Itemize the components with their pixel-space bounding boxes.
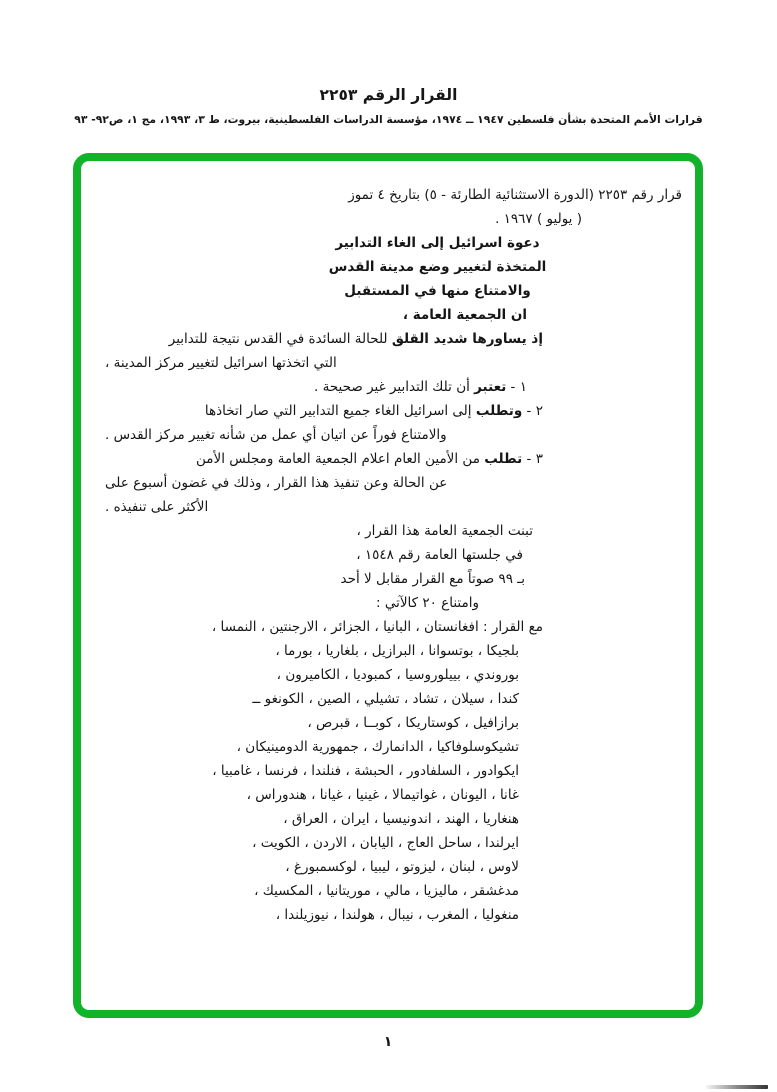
text-segment: تشيكوسلوفاكيا ، الدانمارك ، جمهورية الدومينيكان ، — [236, 739, 519, 755]
text-segment: المتخذة لتغيير وضع مدينة القدس — [328, 259, 547, 275]
resolution-line — [105, 543, 682, 567]
scan-smudge-artifact — [706, 1085, 768, 1089]
text-segment: أن تلك التدابير غير صحيحة . — [314, 379, 475, 395]
text-segment: عن الحالة وعن تنفيذ هذا القرار ، وذلك في غضون أسبوع على — [105, 475, 448, 491]
resolution-line — [105, 423, 682, 447]
resolution-line — [105, 351, 682, 375]
text-segment: الأكثر على تنفيذه . — [105, 499, 209, 515]
resolution-line — [105, 255, 682, 279]
document-source-citation: قرارات الأمم المتحدة بشأن فلسطين ١٩٤٧ ــ ١٩٧٤، مؤسسة الدراسات الفلسطينية، بيروت، ط ٣، ١٩٩٣، مج ١، ص٩٢- ٩٣ — [74, 113, 703, 126]
resolution-body — [81, 161, 687, 1010]
text-segment: من الأمين العام اعلام الجمعية العامة ومجلس الأمن — [196, 451, 485, 467]
text-segment: التي اتخذتها اسرائيل لتغيير مركز المدينة ، — [105, 355, 337, 371]
resolution-line — [105, 231, 682, 255]
text-segment: إلى اسرائيل الغاء جميع التدابير التي صار اتخاذها — [204, 403, 476, 419]
resolution-line — [105, 375, 682, 399]
document-title: القرار الرقم ٢٢٥٣ — [319, 86, 458, 104]
text-segment: تبنت الجمعية العامة هذا القرار ، — [356, 523, 533, 539]
text-segment: وتطلب — [475, 403, 523, 419]
text-segment: وامتناع ٢٠ كالآتي : — [375, 595, 479, 611]
text-segment: والامتناع منها في المستقبل — [344, 283, 531, 299]
resolution-line — [105, 207, 682, 231]
text-segment: هنغاريا ، الهند ، اندونيسيا ، ايران ، العراق ، — [283, 811, 519, 827]
resolution-line — [105, 687, 682, 711]
resolution-line — [105, 639, 682, 663]
resolution-line — [105, 615, 682, 639]
resolution-line — [105, 855, 682, 879]
text-segment: غانا ، اليونان ، غواتيمالا ، غينيا ، غيانا ، هندوراس ، — [246, 787, 519, 803]
text-segment: مدغشقر ، ماليزيا ، مالي ، موريتانيا ، المكسيك ، — [254, 883, 519, 899]
text-segment: دعوة اسرائيل إلى الغاء التدابير — [335, 235, 540, 251]
text-segment: بلجيكا ، بوتسوانا ، البرازيل ، بلغاريا ، بورما ، — [275, 643, 519, 659]
text-segment: تعتبر — [474, 379, 507, 395]
resolution-line — [105, 495, 682, 519]
resolution-line — [105, 519, 682, 543]
resolution-line — [105, 567, 682, 591]
resolution-line — [105, 807, 682, 831]
resolution-line — [105, 879, 682, 903]
text-segment: بوروندي ، بييلوروسيا ، كمبوديا ، الكاميرون ، — [276, 667, 519, 683]
text-segment: ان الجمعية العامة ، — [402, 307, 527, 323]
resolution-line — [105, 735, 682, 759]
text-segment: قرار رقم ٢٢٥٣ (الدورة الاستثنائية الطارئة - ٥) بتاريخ ٤ تموز — [348, 187, 682, 203]
page-number: ١ — [383, 1034, 393, 1050]
resolution-line — [105, 711, 682, 735]
resolution-line — [105, 759, 682, 783]
text-segment: لاوس ، لبنان ، ليزوتو ، ليبيا ، لوكسمبورغ ، — [285, 859, 519, 875]
resolution-line — [105, 471, 682, 495]
resolution-line — [105, 903, 682, 927]
text-segment: إذ يساورها شديد القلق — [391, 331, 543, 347]
resolution-line — [105, 447, 682, 471]
text-segment: مع القرار : افغانستان ، البانيا ، الجزائر ، الارجنتين ، النمسا ، — [211, 619, 543, 635]
text-segment: ٣ - — [522, 451, 543, 467]
text-segment: بـ ٩٩ صوتاً مع القرار مقابل لا أحد — [340, 571, 525, 587]
text-segment: كندا ، سيلان ، تشاد ، تشيلي ، الصين ، الكونغو ــ — [252, 691, 519, 707]
resolution-line — [105, 591, 682, 615]
resolution-line — [105, 831, 682, 855]
text-segment: منغوليا ، المغرب ، نيبال ، هولندا ، نيوزيلندا ، — [275, 907, 519, 923]
resolution-line — [105, 279, 682, 303]
resolution-line — [105, 183, 682, 207]
text-segment: تطلب — [484, 451, 523, 467]
text-segment: برازافيل ، كوستاريكا ، كوبــا ، قبرص ، — [307, 715, 519, 731]
resolution-line — [105, 399, 682, 423]
text-segment: والامتناع فوراً عن اتيان أي عمل من شأنه تغيير مركز القدس . — [105, 427, 447, 443]
text-segment: في جلستها العامة رقم ١٥٤٨ ، — [356, 547, 523, 563]
text-segment: ( يوليو ) ١٩٦٧ . — [495, 211, 582, 227]
text-segment: ايرلندا ، ساحل العاج ، اليابان ، الاردن ، الكويت ، — [252, 835, 519, 851]
resolution-line — [105, 327, 682, 351]
resolution-line — [105, 663, 682, 687]
resolution-line — [105, 303, 682, 327]
text-segment: ١ - — [506, 379, 527, 395]
text-segment: ٢ - — [522, 403, 543, 419]
text-segment: للحالة السائدة في القدس نتيجة للتدابير — [168, 331, 392, 347]
text-segment: ايكوادور ، السلفادور ، الحبشة ، فنلندا ، فرنسا ، غامبيا ، — [212, 763, 519, 779]
resolution-line — [105, 783, 682, 807]
